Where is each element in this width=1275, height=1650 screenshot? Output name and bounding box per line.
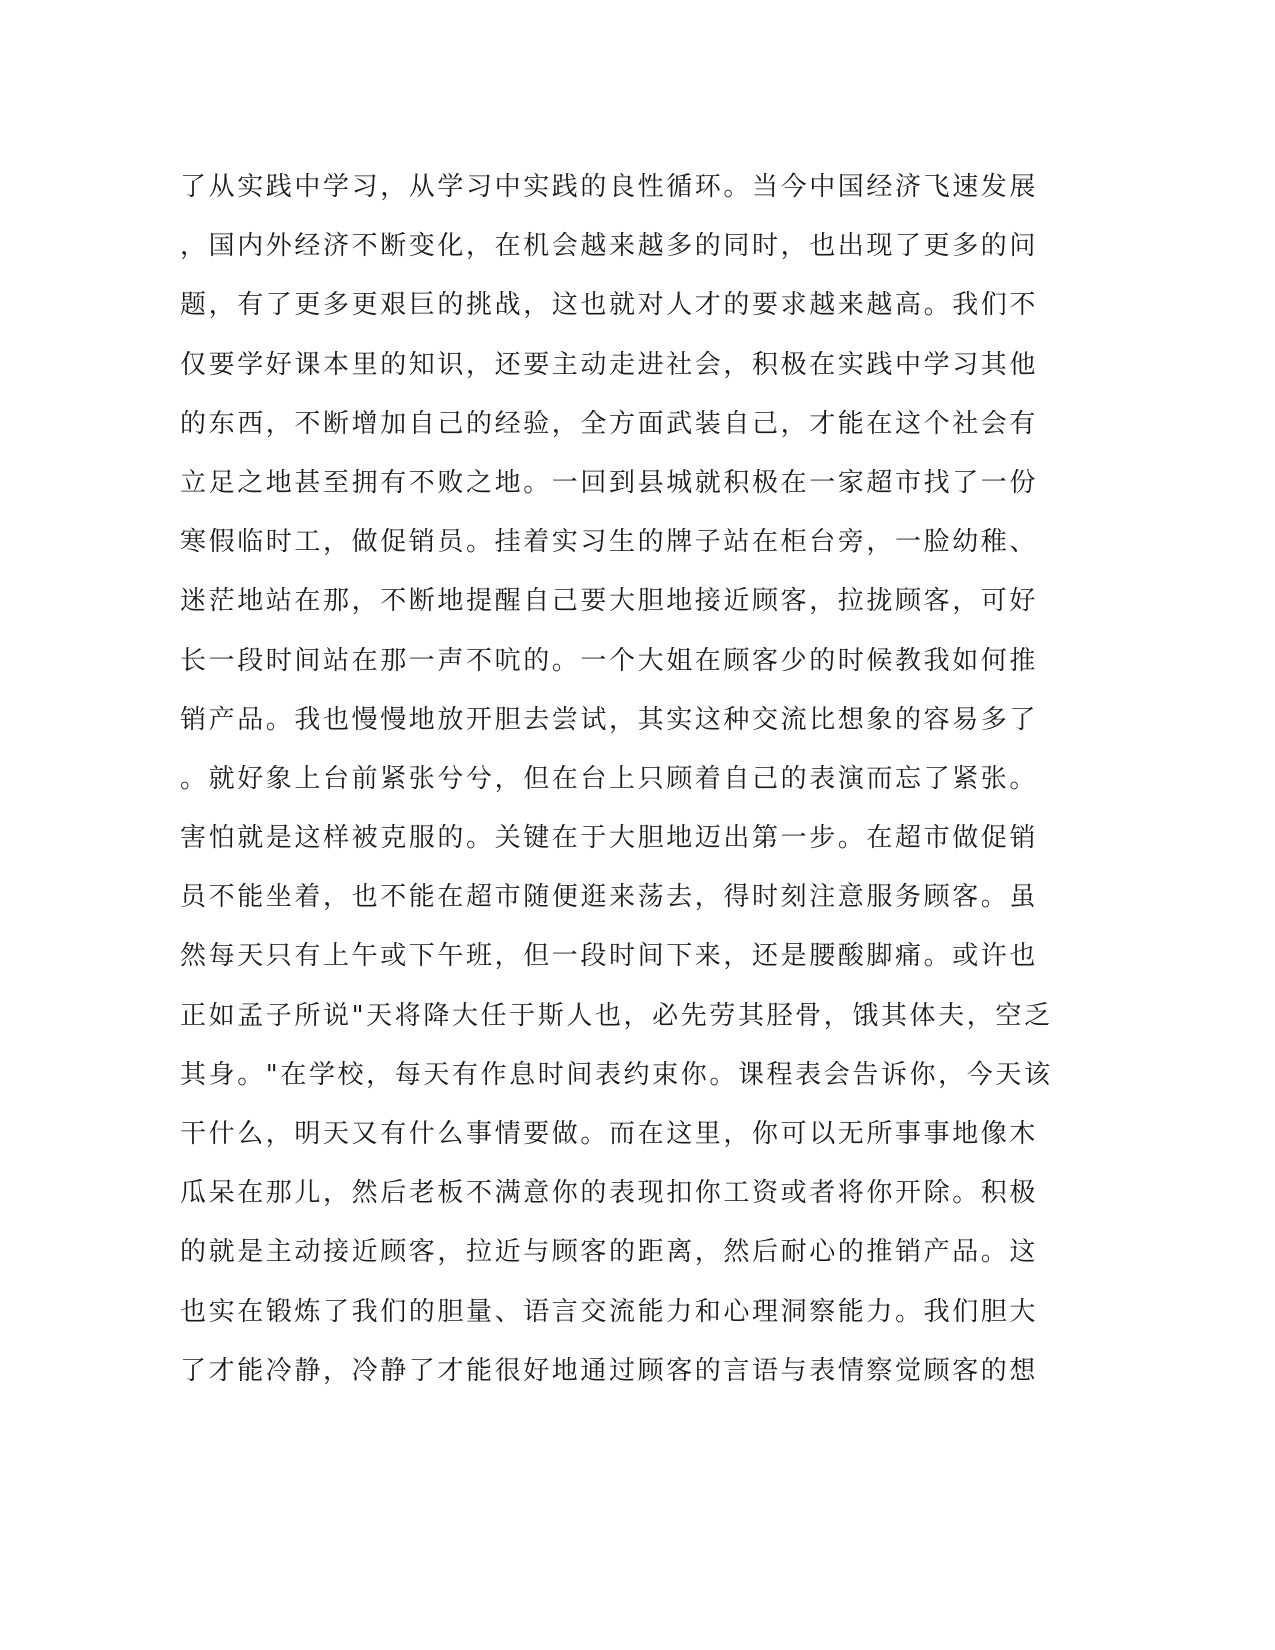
text-line: 其身。"在学校，每天有作息时间表约束你。课程表会告诉你，今天该 [180,1059,1053,1090]
text-line: 题，有了更多更艰巨的挑战，这也就对人才的要求越来越高。我们不 [180,290,1039,321]
text-line: 然每天只有上午或下午班，但一段时间下来，还是腰酸脚痛。或许也 [180,941,1039,972]
text-line: 。就好象上台前紧张兮兮，但在台上只顾着自己的表演而忘了紧张。 [180,763,1039,794]
text-line: 仅要学好课本里的知识，还要主动走进社会，积极在实践中学习其他 [180,349,1039,380]
text-line: 长一段时间站在那一声不吭的。一个大姐在顾客少的时候教我如何推 [180,645,1039,676]
text-line: 瓜呆在那儿，然后老板不满意你的表现扣你工资或者将你开除。积极 [180,1178,1039,1209]
text-line: 干什么，明天又有什么事情要做。而在这里，你可以无所事事地像木 [180,1119,1039,1149]
body-text [180,158,1053,1401]
text-line: 的就是主动接近顾客，拉近与顾客的距离，然后耐心的推销产品。这 [180,1237,1039,1268]
text-line: 的东西，不断增加自己的经验，全方面武装自己，才能在这个社会有 [180,408,1039,439]
text-line: 了从实践中学习，从学习中实践的良性循环。当今中国经济飞速发展 [180,172,1039,202]
text-line: 立足之地甚至拥有不败之地。一回到县城就积极在一家超市找了一份 [180,467,1039,498]
text-line: 也实在锻炼了我们的胆量、语言交流能力和心理洞察能力。我们胆大 [180,1296,1039,1327]
text-line: 寒假临时工，做促销员。挂着实习生的牌子站在柜台旁，一脸幼稚、 [180,527,1039,558]
text-line: ，国内外经济不断变化，在机会越来越多的同时，也出现了更多的问 [180,231,1039,262]
text-line: 员不能坐着，也不能在超市随便逛来荡去，得时刻注意服务顾客。虽 [180,882,1039,913]
text-line: 销产品。我也慢慢地放开胆去尝试，其实这种交流比想象的容易多了 [180,704,1039,735]
text-line: 了才能冷静，冷静了才能很好地通过顾客的言语与表情察觉顾客的想 [180,1355,1039,1386]
text-line: 害怕就是这样被克服的。关键在于大胆地迈出第一步。在超市做促销 [180,823,1039,854]
text-line: 正如孟子所说"天将降大任于斯人也，必先劳其胫骨，饿其体夫，空乏 [180,1000,1053,1031]
text-line: 迷茫地站在那，不断地提醒自己要大胆地接近顾客，拉拢顾客，可好 [180,586,1039,617]
